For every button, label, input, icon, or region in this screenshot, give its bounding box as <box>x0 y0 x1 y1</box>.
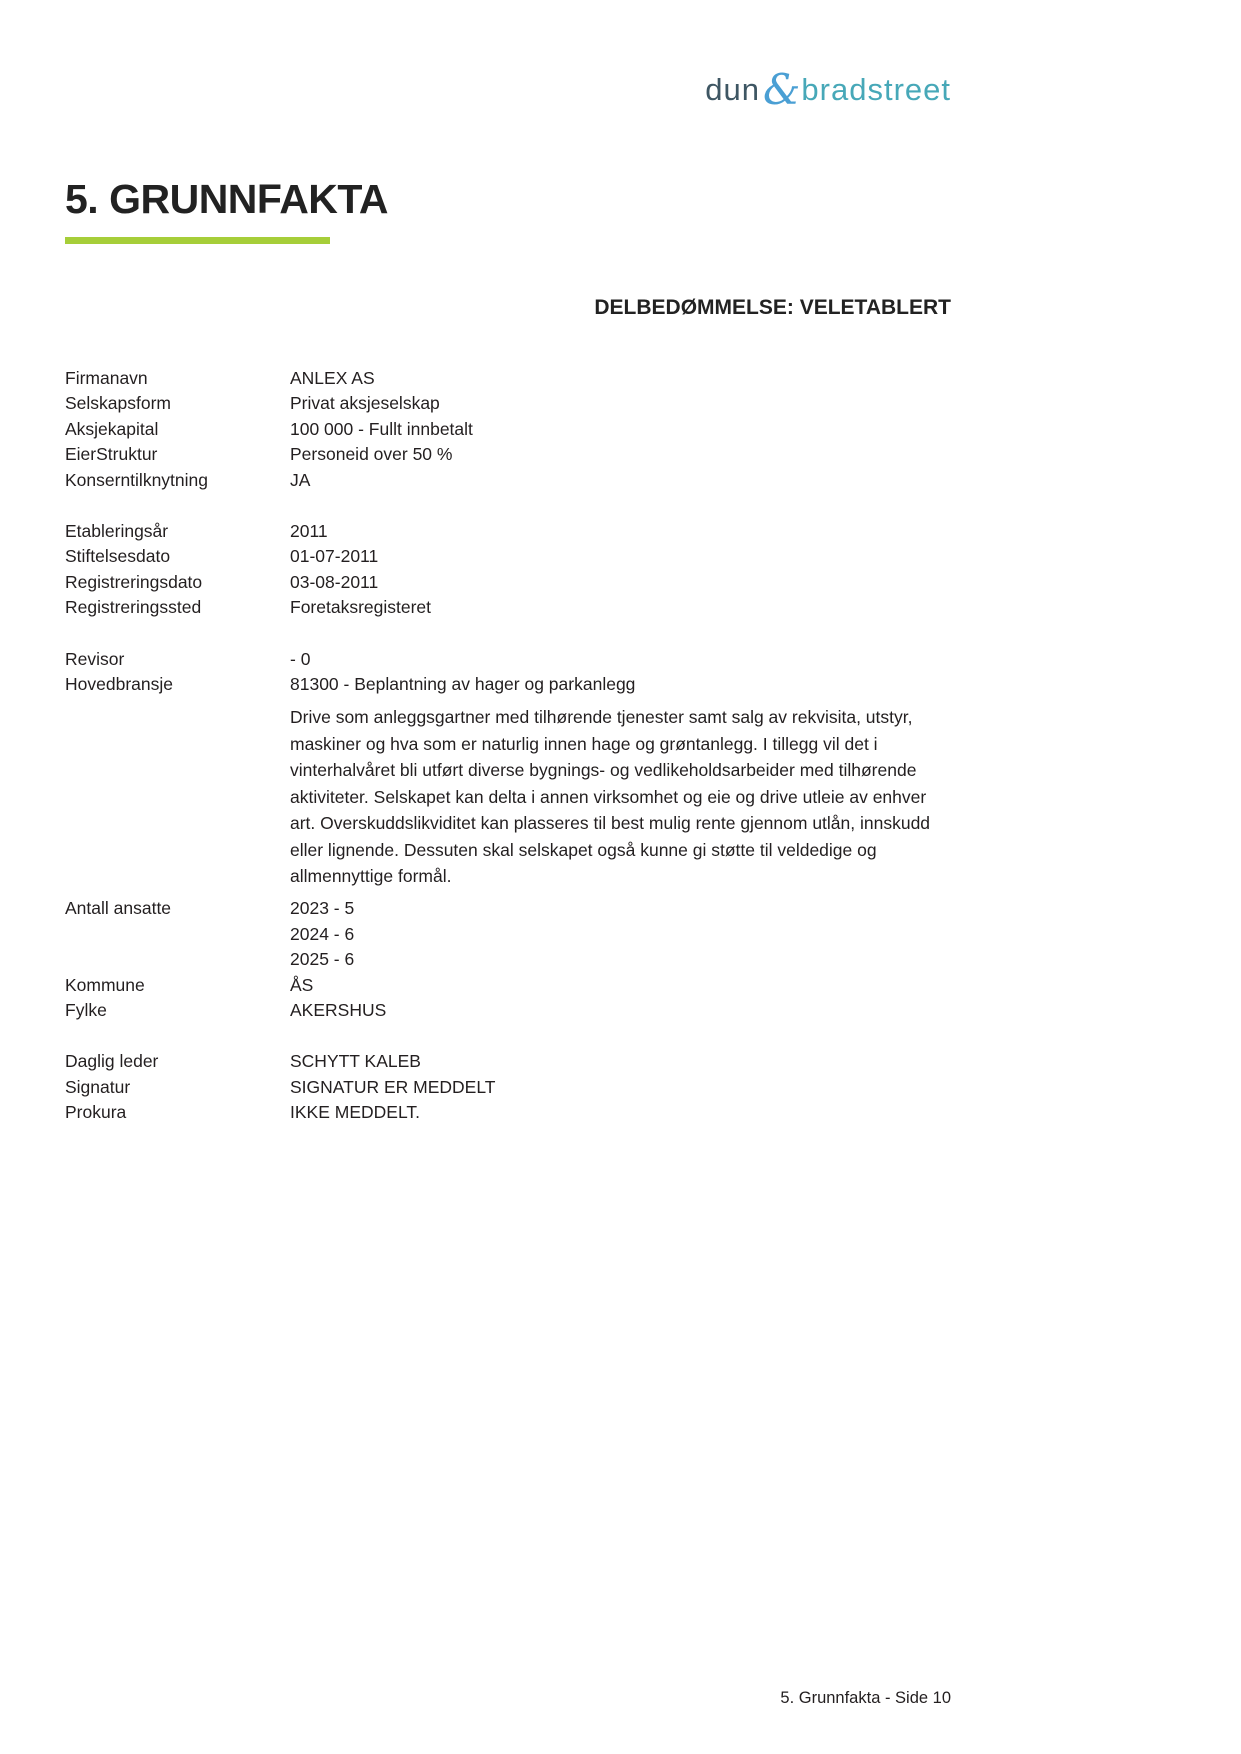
fact-row <box>65 1100 951 1125</box>
facts-group-management <box>65 1049 951 1125</box>
fact-label: Fylke <box>65 999 107 1020</box>
fact-value: ÅS <box>290 974 314 995</box>
content-area <box>65 0 951 1126</box>
fact-label: Aksjekapital <box>65 418 159 439</box>
fact-value-employees <box>290 896 951 972</box>
fact-value: Foretaksregisteret <box>290 597 432 618</box>
fact-value: SCHYTT KALEB <box>290 1051 421 1072</box>
accent-bar <box>65 237 330 244</box>
fact-label: Prokura <box>65 1102 127 1123</box>
fact-label: Revisor <box>65 648 125 669</box>
employees-year-line: 2023 - 5 <box>290 898 355 919</box>
fact-label: Etableringsår <box>65 521 169 542</box>
fact-value: SIGNATUR ER MEDDELT <box>290 1076 496 1097</box>
fact-value: Privat aksjeselskap <box>290 393 440 414</box>
fact-row <box>65 519 951 544</box>
fact-label: Stiftelsesdato <box>65 546 171 567</box>
employees-year-line: 2024 - 6 <box>290 923 355 944</box>
fact-row <box>65 998 951 1023</box>
fact-row <box>65 391 951 416</box>
fact-label: Selskapsform <box>65 393 172 414</box>
fact-row <box>65 672 951 697</box>
logo-ampersand-icon: & <box>763 65 801 114</box>
fact-row <box>65 647 951 672</box>
fact-label: Konserntilknytning <box>65 469 208 490</box>
fact-label: Hovedbransje <box>65 674 173 695</box>
facts-group-company <box>65 366 951 493</box>
page-title: 5. GRUNNFAKTA <box>65 176 389 222</box>
facts-group-registration <box>65 519 951 621</box>
facts-group-business <box>65 647 951 1024</box>
fact-row <box>65 595 951 620</box>
dun-bradstreet-logo <box>705 65 951 114</box>
fact-label: Registreringssted <box>65 597 202 618</box>
fact-row <box>65 1049 951 1074</box>
logo-text-dun: dun <box>705 72 761 107</box>
business-description: Drive som anleggsgartner med tilhørende tjenester samt salg av rekvisita, utstyr, maskiner og hva som er naturlig innen hage og grøntanlegg. I tillegg vil det i vinterhalvåret bli utført diverse bygnings- og vedlikeholdsarbeider med tilhørende aktiviteter. Selskapet kan delta i annen virksomhet og eie og drive utleie av enhver art. Overskuddslikviditet kan plasseres til best mulig rente gjennom utlån, innskudd eller lignende. Dessuten skal selskapet også kunne gi støtte til veldedige og allmennyttige formål. <box>290 707 931 886</box>
employees-year-line: 2025 - 6 <box>290 949 355 970</box>
fact-row <box>65 544 951 569</box>
fact-row <box>65 896 951 972</box>
fact-row <box>65 417 951 442</box>
fact-value: 03-08-2011 <box>290 571 379 592</box>
fact-value: 100 000 - Fullt innbetalt <box>290 418 473 439</box>
fact-label: Registreringsdato <box>65 571 203 592</box>
fact-label: Antall ansatte <box>65 898 172 919</box>
fact-row <box>65 973 951 998</box>
page-footer: 5. Grunnfakta - Side 10 <box>780 1689 951 1707</box>
fact-value: 81300 - Beplantning av hager og parkanlegg <box>290 674 636 695</box>
fact-value: ANLEX AS <box>290 368 375 388</box>
header <box>65 65 951 116</box>
fact-label: Signatur <box>65 1076 131 1097</box>
facts-table <box>65 366 951 1126</box>
fact-label: Daglig leder <box>65 1051 159 1072</box>
fact-row <box>65 570 951 595</box>
fact-value: - 0 <box>290 648 311 669</box>
fact-row <box>65 1075 951 1100</box>
fact-label: EierStruktur <box>65 444 158 465</box>
fact-value: 01-07-2011 <box>290 546 379 567</box>
fact-row <box>65 442 951 467</box>
fact-row <box>65 366 951 391</box>
fact-value: IKKE MEDDELT. <box>290 1102 420 1123</box>
fact-value: AKERSHUS <box>290 999 387 1020</box>
fact-value: JA <box>290 469 311 490</box>
fact-label: Firmanavn <box>65 368 148 388</box>
fact-label: Kommune <box>65 974 145 995</box>
fact-row <box>65 468 951 493</box>
logo-text-bradstreet: bradstreet <box>801 72 951 107</box>
assessment-heading: DELBEDØMMELSE: VELETABLERT <box>594 296 951 319</box>
fact-value: Personeid over 50 % <box>290 444 453 465</box>
fact-value: 2011 <box>290 521 328 542</box>
